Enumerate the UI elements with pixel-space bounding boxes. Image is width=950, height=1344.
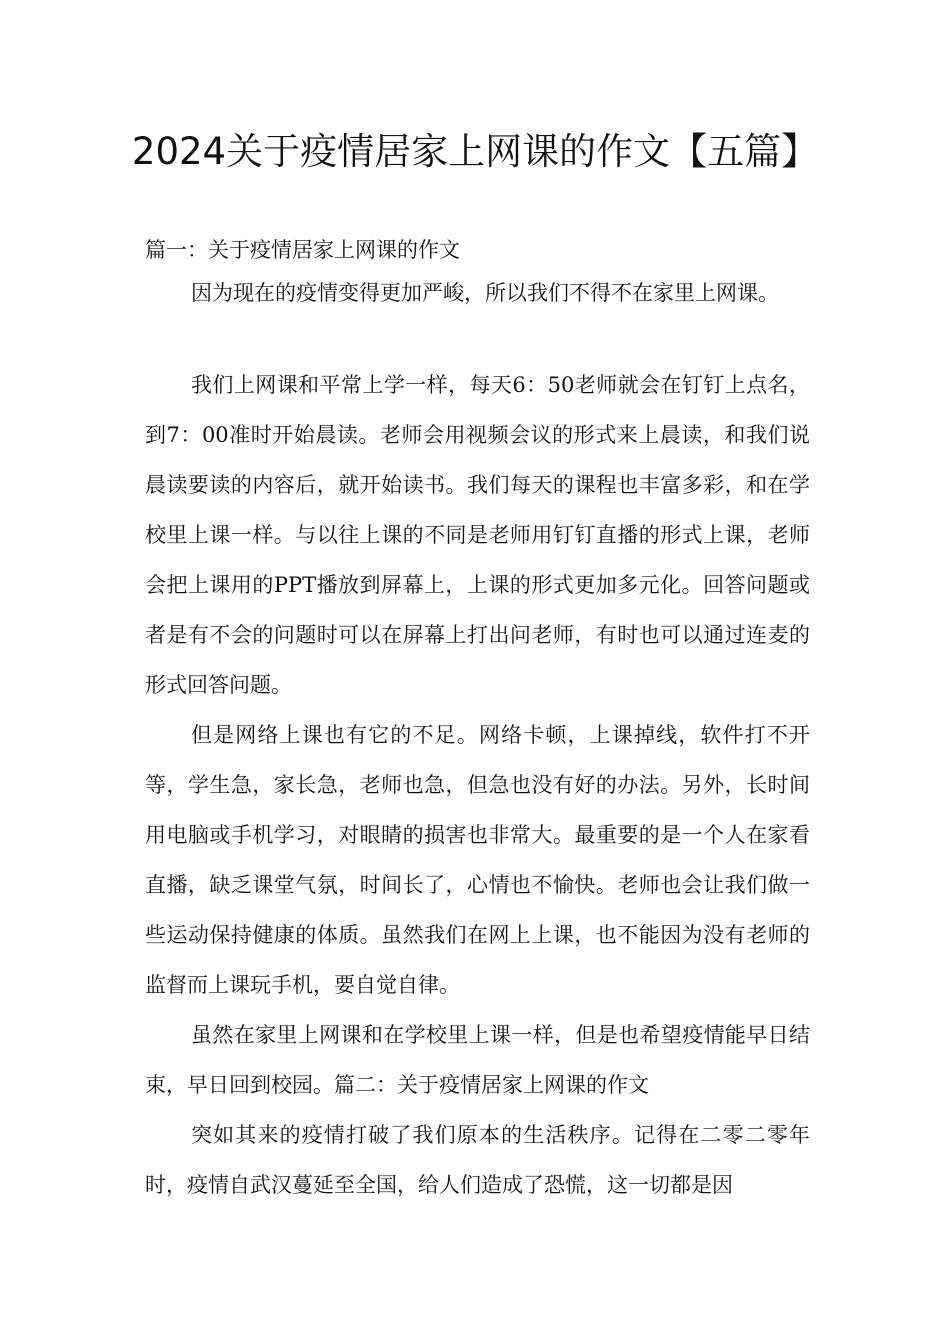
- document-body: [145, 234, 810, 1210]
- paragraph-2: 我们上网课和平常上学一样，每天6：50老师就会在钉钉上点名，到7：00准时开始晨读。老师会用视频会议的形式来上晨读，和我们说晨读要读的内容后，就开始读书。我们每天的课程也丰富多彩，和在学校里上课一样。与以往上课的不同是老师用钉钉直播的形式上课，老师会把上课用的PPT播放到屏幕上，上课的形式更加多元化。回答问题或者是有不会的问题时可以在屏幕上打出问老师，有时也可以通过连麦的形式回答问题。: [145, 373, 810, 697]
- section-heading: 篇一：关于疫情居家上网课的作文: [145, 238, 460, 262]
- document-title: 2024关于疫情居家上网课的作文【五篇】: [131, 130, 819, 173]
- paragraph-1: 因为现在的疫情变得更加严峻，所以我们不得不在家里上网课。: [191, 281, 779, 305]
- paragraph-5: 突如其来的疫情打破了我们原本的生活秩序。记得在二零二零年时，疫情自武汉蔓延至全国，给人们造成了恐慌，这一切都是因: [145, 1123, 810, 1197]
- paragraph-4: 虽然在家里上网课和在学校里上课一样，但是也希望疫情能早日结束，早日回到校园。篇二：关于疫情居家上网课的作文: [145, 1023, 810, 1097]
- paragraph-3: 但是网络上课也有它的不足。网络卡顿，上课掉线，软件打不开等，学生急，家长急，老师也急，但急也没有好的办法。另外，长时间用电脑或手机学习，对眼睛的损害也非常大。最重要的是一个人在家看直播，缺乏课堂气氛，时间长了，心情也不愉快。老师也会让我们做一些运动保持健康的体质。虽然我们在网上上课，也不能因为没有老师的监督而上课玩手机，要自觉自律。: [145, 723, 810, 997]
